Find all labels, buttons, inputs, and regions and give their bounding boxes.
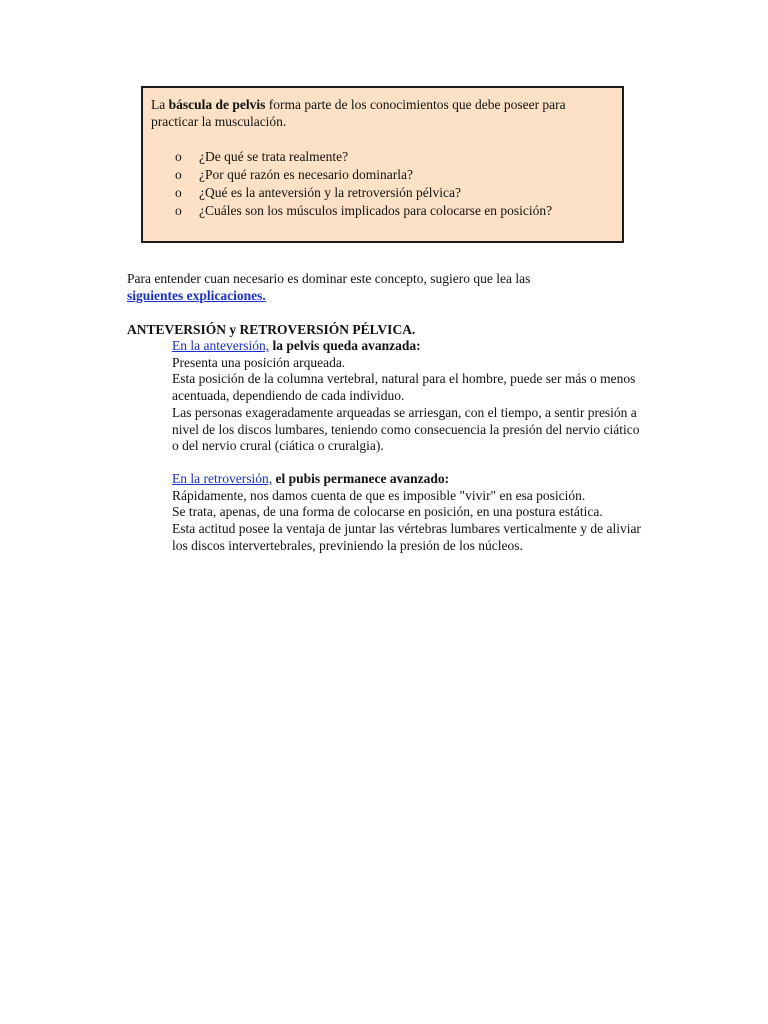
bullet-icon: o [175,149,182,164]
question-text: ¿Cuáles son los músculos implicados para colocarse en posición? [199,203,553,218]
retroversion-link[interactable]: En la retroversión, [172,471,273,486]
retroversion-heading [172,471,642,488]
bullet-icon: o [175,185,182,200]
bullet-icon: o [175,167,182,182]
bullet-icon: o [175,203,182,218]
retroversion-section [172,471,642,555]
anteversion-line: Esta posición de la columna vertebral, natural para el hombre, puede ser más o menos acentuada, dependiendo de cada individuo. [172,371,636,404]
intro-text [151,96,611,130]
question-text: ¿Por qué razón es necesario dominarla? [199,167,414,182]
intro-prefix: La [151,97,169,112]
question-text: ¿De qué se trata realmente? [199,149,349,164]
list-item [175,166,552,184]
explanation-text: Para entender cuan necesario es dominar este concepto, sugiero que lea las [127,271,531,286]
anteversion-section [172,338,642,455]
anteversion-line: Las personas exageradamente arqueadas se arriesgan, con el tiempo, a sentir presión a nivel de los discos lumbares, teniendo como consecuencia la presión del nervio ciático o del nervio crural (ciática o cruralgia). [172,404,640,454]
anteversion-line: Presenta una posición arqueada. [172,354,346,370]
explanations-link[interactable]: siguientes explicaciones. [127,288,266,303]
list-item [175,184,552,202]
retroversion-line: Rápidamente, nos damos cuenta de que es imposible "vivir" en esa posición. [172,487,586,503]
intro-box [141,86,624,243]
anteversion-heading [172,338,642,355]
anteversion-link[interactable]: En la anteversión, [172,338,270,353]
question-text: ¿Qué es la anteversión y la retroversión pélvica? [199,185,462,200]
retroversion-heading-suffix: el pubis permanece avanzado: [272,471,450,486]
explanation-paragraph [127,270,647,304]
list-item [175,148,552,166]
question-list [175,148,552,220]
retroversion-line: Se trata, apenas, de una forma de colocarse en posición, en una postura estática. [172,504,603,520]
intro-suffix: forma parte de los conocimientos que debe poseer para practicar la musculación. [151,97,566,129]
retroversion-line: Esta actitud posee la ventaja de juntar las vértebras lumbares verticalmente y de aliviar los discos intervertebrales, previniendo la presión de los núcleos. [172,521,641,553]
intro-bold-term: báscula de pelvis [168,97,266,112]
section-title: ANTEVERSIÓN y RETROVERSIÓN PÉLVICA. [127,322,416,337]
anteversion-heading-suffix: la pelvis queda avanzada: [269,338,421,353]
list-item [175,202,552,220]
